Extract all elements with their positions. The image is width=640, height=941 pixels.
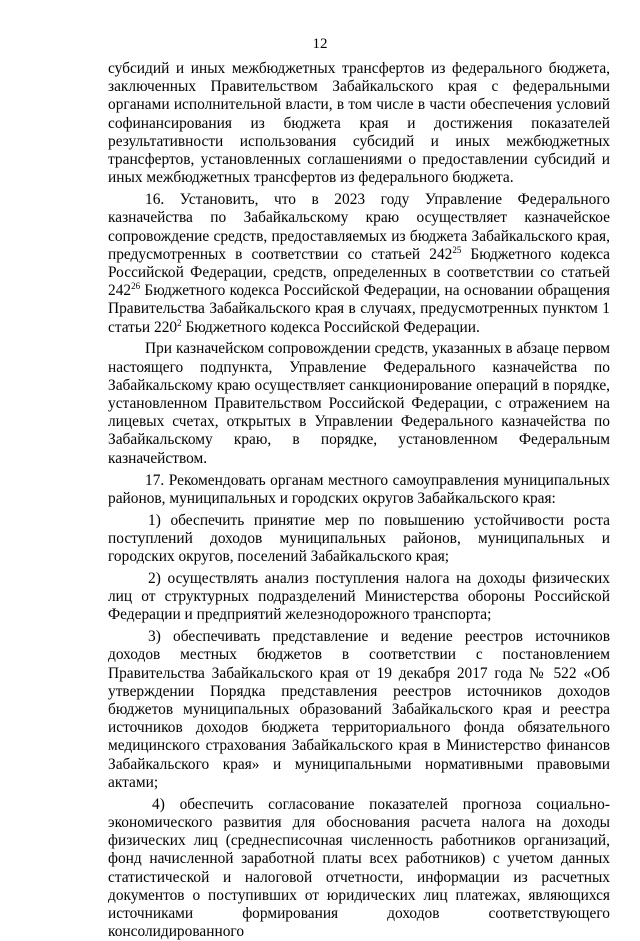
page-number: 12 [312,36,328,52]
document-body [108,60,610,941]
text-run: субсидий и иных межбюджетных трансфертов из федерального бюджета, заключенных Правительством Забайкальского края с федеральными органами исполнительной власти, в том числе в части обеспечения условий софинансирования из бюджета края и достижения показателей результативности использования субсидий и иных межбюджетных трансфертов, установленных соглашениями о предоставлении субсидий и иных межбюджетных трансфертов из федерального бюджета. [108,60,610,187]
superscript-article-index: 26 [131,281,141,292]
text-run: 16. Установить, что в 2023 году Управление Федерального казначейства по Забайкальскому краю осуществляет казначейское сопровождение средств, предоставляемых из бюджета Забайкальского края, предусмотренных в соответствии со статьей 242 [108,191,610,263]
text-run: Бюджетного кодекса Российской Федерации, на основании обращения Правительства Забайкальского края в случаях, предусмотренных пунктом 1 статьи 220 [108,282,610,336]
text-run: Бюджетного кодекса Российской Федерации. [181,318,480,336]
text-run: 2) осуществлять анализ поступления налога на доходы физических лиц от структурных подразделений Министерства обороны Российской Федерации и предприятий железнодорожного транспорта; [108,569,610,624]
list-item-17-1 [108,512,610,567]
text-run: При казначейском сопровождении средств, указанных в абзаце первом настоящего подпункта, Управление Федерального казначейства по Забайкальскому краю осуществляет санкционирование операций в порядке, установленном Правительством Российской Федерации, с отражением на лицевых счетах, открытых в Управлении Федерального казначейства по Забайкальскому краю, в порядке, установленном Федеральным казначейством. [108,340,610,467]
text-run: Бюджетного кодекса Российской Федерации, средств, определенных в соответствии со статьей 242 [108,245,610,300]
list-item-17-3 [108,628,610,792]
list-item-17-2 [108,570,610,625]
list-item-17-4 [108,796,610,941]
paragraph-item-17 [108,472,610,508]
paragraph-item-16 [108,191,610,337]
text-run: 1) обеспечить принятие мер по повышению устойчивости роста поступлений доходов муниципальных районов, муниципальных и городских округов, поселений Забайкальского края; [108,511,610,566]
text-run: 4) обеспечить согласование показателей прогноза социально-экономического развития для обоснования расчета налога на доходы физических лиц (среднесписочная численность работников организаций, фонд начисленной заработной платы всех работников) с учетом данных статистической и налоговой отчетности, информации из расчетных документов о поступивших от юридических лиц платежах, являющихся источниками формирования доходов соответствующего консолидированного [108,795,610,941]
text-run: 17. Рекомендовать органам местного самоуправления муниципальных районов, муниципальных и городских округов Забайкальского края: [108,471,610,507]
paragraph-treasury-support [108,340,610,467]
paragraph-subsidies-continued [108,60,610,187]
superscript-article-index: 25 [452,244,462,255]
text-run: 3) обеспечивать представление и ведение реестров источников доходов местных бюджетов в соответствии с постановлением Правительства Забайкальского края от 19 декабря 2017 года № 522 «Об утверждении Порядка представления реестров источников доходов бюджетов муниципальных образований Забайкальского края и реестра источников доходов бюджета территориального фонда обязательного медицинского страхования Забайкальского края в Министерство финансов Забайкальского края» и муниципальными нормативными правовыми актами; [108,628,610,791]
superscript-article-index: 2 [177,317,182,328]
